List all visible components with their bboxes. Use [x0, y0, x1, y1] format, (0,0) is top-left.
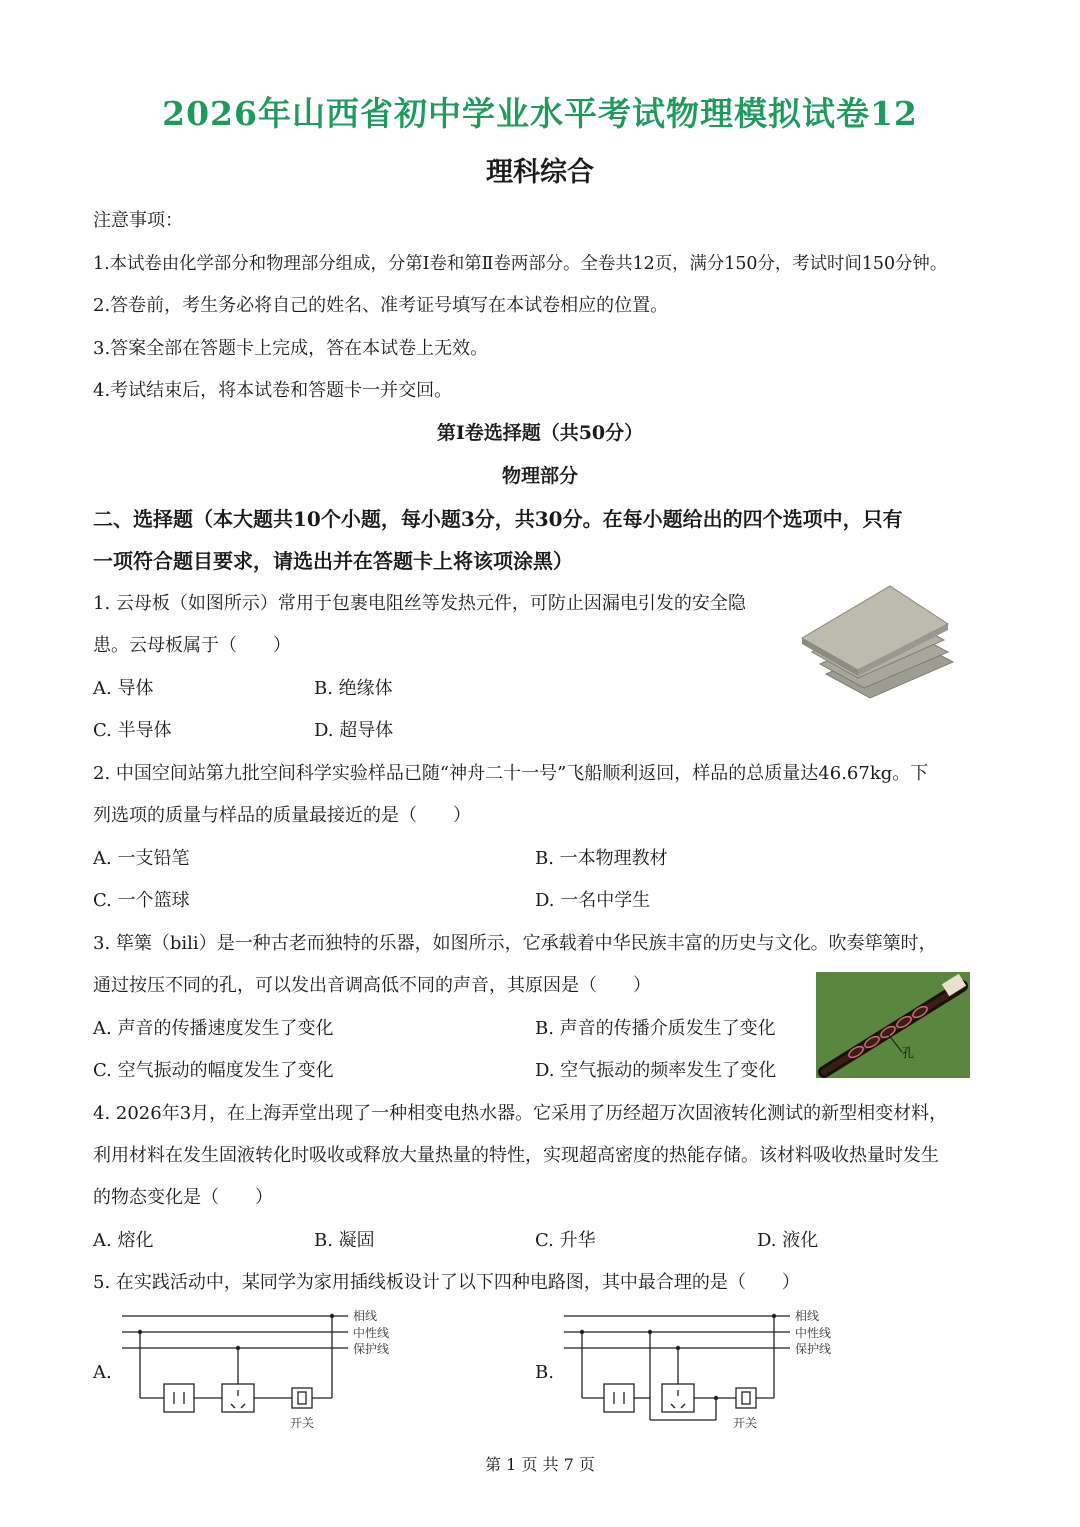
circuit-b-label: B.: [535, 1362, 554, 1383]
question-4-line2: 利用材料在发生固液转化时吸收或释放大量热量的特性，实现超高密度的热能存储。该材料吸收热量时发生: [93, 1145, 939, 1166]
section-title-line2: 一项符合题目要求，请选出并在答题卡上将该项涂黑）: [93, 549, 573, 573]
circuit-a-diagram: [118, 1308, 358, 1436]
circuit-b-ground-label: 保护线: [795, 1342, 832, 1356]
notice-item: 3.答案全部在答题卡上完成，答在本试卷上无效。: [93, 338, 489, 359]
bili-instrument-image: [816, 972, 970, 1078]
circuit-b-live-label: 相线: [795, 1309, 820, 1323]
circuit-a-live-label: 相线: [353, 1309, 378, 1323]
exam-subtitle: 理科综合: [486, 157, 594, 188]
circuit-a-neutral-label: 中性线: [353, 1326, 390, 1340]
notice-item: 4.考试结束后，将本试卷和答题卡一并交回。: [93, 380, 453, 401]
question-3-line1: 3. 筚篥（bili）是一种古老而独特的乐器，如图所示，它承载着中华民族丰富的历史与文化。吹奏筚篥时，: [93, 933, 937, 954]
question-5-line1: 5. 在实践活动中，某同学为家用插线板设计了以下四种电路图，其中最合理的是（ ）: [93, 1272, 800, 1293]
question-4-option-d: D. 液化: [757, 1230, 819, 1251]
question-1-option-b: B. 绝缘体: [314, 678, 393, 699]
question-2-option-a: A. 一支铅笔: [93, 848, 190, 869]
question-3-option-a: A. 声音的传播速度发生了变化: [93, 1018, 334, 1039]
question-4-option-b: B. 凝固: [314, 1230, 375, 1251]
section-title-line1: 二、选择题（本大题共10个小题，每小题3分，共30分。在每小题给出的四个选项中，只有: [93, 507, 903, 531]
notice-item: 2.答卷前，考生务必将自己的姓名、准考证号填写在本试卷相应的位置。: [93, 295, 669, 316]
circuit-b-diagram: [560, 1308, 800, 1436]
circuit-b-neutral-label: 中性线: [795, 1326, 832, 1340]
question-4-line3: 的物态变化是（ ）: [93, 1187, 273, 1208]
physics-heading: 物理部分: [501, 465, 578, 487]
page-number: 第 1 页 共 7 页: [485, 1455, 595, 1474]
question-4-line1: 4. 2026年3月，在上海弄堂出现了一种相变电热水器。它采用了历经超万次固液转化测试的新型相变材料，: [93, 1103, 948, 1124]
question-2-option-c: C. 一个篮球: [93, 890, 190, 911]
circuit-b-switch-label: 开关: [733, 1416, 758, 1430]
question-1-option-a: A. 导体: [93, 678, 154, 699]
question-2-option-d: D. 一名中学生: [535, 890, 651, 911]
hole-label: 孔: [902, 1046, 915, 1060]
question-1-option-c: C. 半导体: [93, 720, 172, 741]
question-2-option-b: B. 一本物理教材: [535, 848, 668, 869]
question-1-line1: 1. 云母板（如图所示）常用于包裹电阻丝等发热元件，可防止因漏电引发的安全隐: [93, 593, 746, 614]
circuit-a-ground-label: 保护线: [353, 1342, 390, 1356]
part1-heading: 第Ⅰ卷选择题（共50分）: [436, 422, 644, 444]
question-3-option-b: B. 声音的传播介质发生了变化: [535, 1018, 776, 1039]
question-4-option-c: C. 升华: [535, 1230, 596, 1251]
mica-board-image: [798, 578, 958, 700]
question-2-line1: 2. 中国空间站第九批空间科学实验样品已随“神舟二十一号”飞船顺利返回，样品的总质量达46.67kg。下: [93, 763, 929, 784]
question-3-line2: 通过按压不同的孔，可以发出音调高低不同的声音，其原因是（ ）: [93, 975, 651, 996]
circuit-a-switch-label: 开关: [290, 1416, 315, 1430]
exam-title: 2026年山西省初中学业水平考试物理模拟试卷12: [162, 94, 918, 133]
circuit-a-label: A.: [93, 1362, 112, 1383]
question-3-option-c: C. 空气振动的幅度发生了变化: [93, 1060, 334, 1081]
question-4-option-a: A. 熔化: [93, 1230, 154, 1251]
question-1-line2: 患。云母板属于（ ）: [93, 635, 291, 656]
question-2-line2: 列选项的质量与样品的质量最接近的是（ ）: [93, 805, 471, 826]
notice-item: 1.本试卷由化学部分和物理部分组成，分第Ⅰ卷和第Ⅱ卷两部分。全卷共12页，满分150分，考试时间150分钟。: [93, 254, 948, 274]
notice-heading: 注意事项：: [93, 210, 183, 231]
question-1-option-d: D. 超导体: [314, 720, 394, 741]
question-3-option-d: D. 空气振动的频率发生了变化: [535, 1060, 777, 1081]
